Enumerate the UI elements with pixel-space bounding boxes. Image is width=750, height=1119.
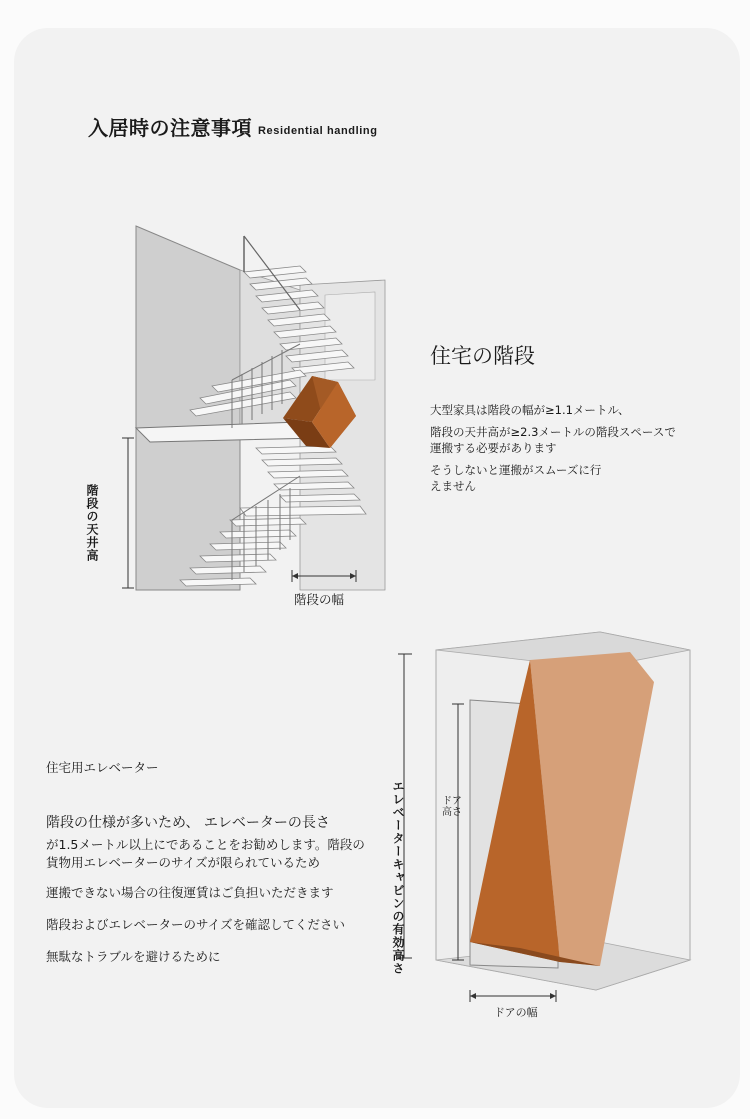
stairs-line: 大型家具は階段の幅が≥1.1メートル、 [430,403,630,417]
door-width-label: ドアの幅 [494,1006,538,1019]
stairs-line: 階段の天井高が≥2.3メートルの階段スペースで [430,425,676,439]
stairs-heading: 住宅の階段 [430,344,535,368]
elevator-description [46,814,396,966]
elevator-line: 階段およびエレベーターのサイズを確認してください [46,917,346,932]
stairs-line: 運搬する必要があります [430,441,557,455]
elevator-heading: 住宅用エレベーター [46,760,159,775]
stair-width-label: 階段の幅 [294,592,345,607]
elevator-line: が1.5メートル以上にであることをお勧めします。階段の [46,837,365,852]
title-text: 入居時の注意事項 [88,116,252,140]
door-height-label: ドア高さ [442,796,462,818]
stairs-line: そうしないと運搬がスムーズに行 [430,463,602,477]
stair-height-label: 階段の天井高 [85,484,99,562]
elevator-line: 無駄なトラブルを避けるために [46,949,221,964]
page-subtitle: Residential handling [258,125,378,137]
elevator-line: 運搬できない場合の往復運賃はご負担いただきます [46,885,334,900]
stairs-line: えません [430,479,476,493]
cabin-height-label: エレベーターキャビンの有効高さ [391,780,405,975]
elevator-line: 階段の仕様が多いため、 エレベーターの長さ [46,815,330,831]
elevator-line: 貨物用エレベーターのサイズが限られているため [46,855,321,870]
